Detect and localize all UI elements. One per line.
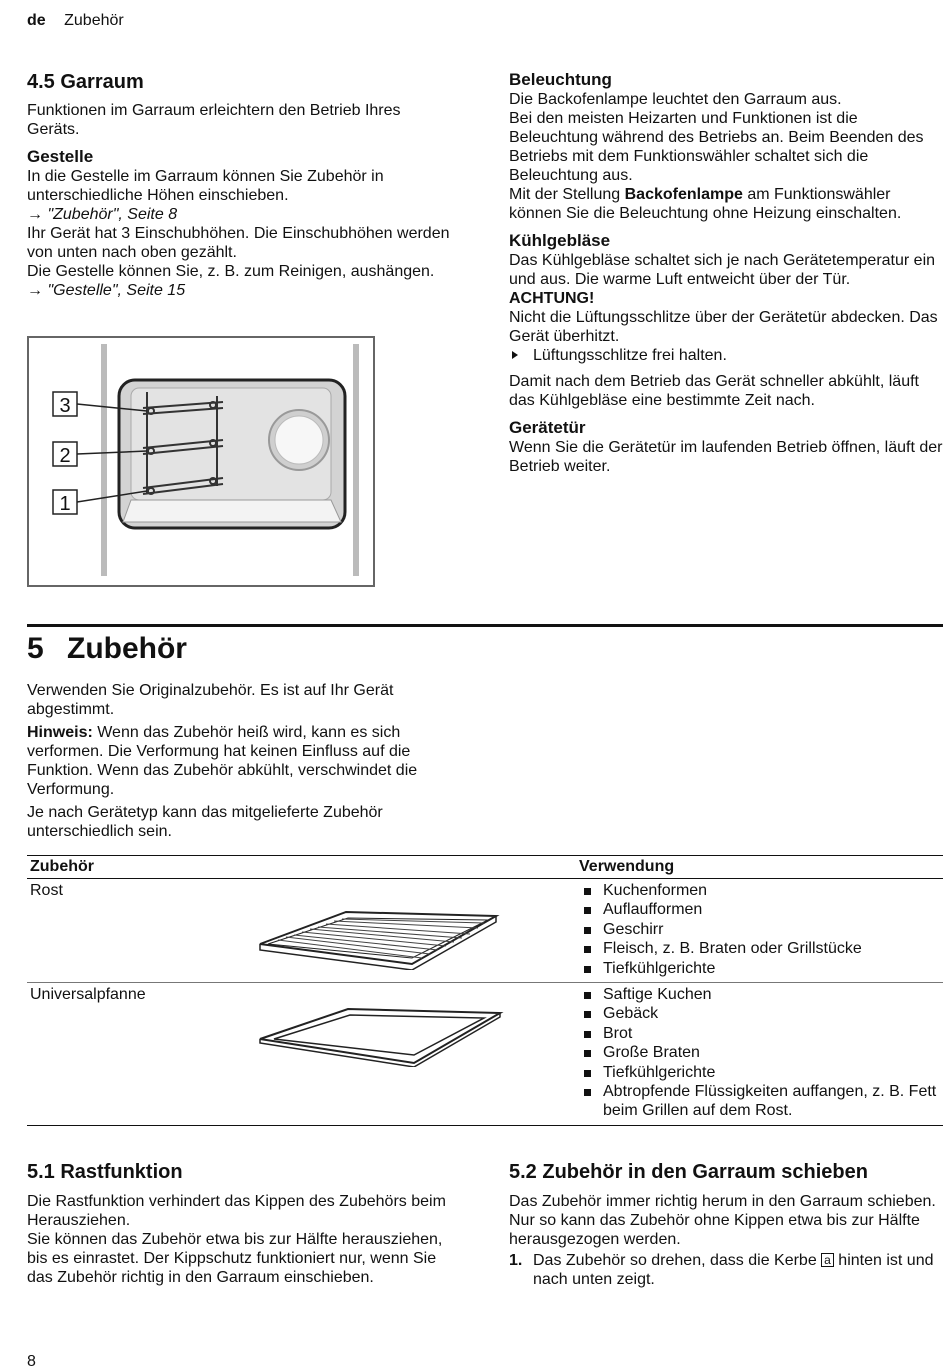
subsection-title: Beleuchtung	[509, 70, 612, 89]
note-text: Wenn das Zubehör heiß wird, kann es sich verformen. Die Verformung hat keinen Einfluss auf die Funktion. Wenn das Zubehör abkühlt, verschwindet die Verformung.	[27, 724, 418, 798]
step-number: 1.	[509, 1252, 523, 1269]
cross-reference[interactable]: → "Zubehör", Seite 8	[27, 206, 178, 223]
paragraph: Ihr Gerät hat 3 Einschubhöhen. Die Einschubhöhen werden von unten nach oben gezählt.	[27, 225, 450, 261]
list-item: Kuchenformen	[579, 881, 940, 900]
baking-tray-illustration	[256, 1003, 504, 1067]
section-rastfunktion	[27, 1160, 459, 1287]
usage-list	[579, 881, 940, 978]
section-title: 5.2 Zubehör in den Garraum schieben	[509, 1161, 868, 1183]
list-item: Große Braten	[579, 1043, 940, 1062]
rack-label-2: 2	[59, 445, 71, 467]
accessory-cell	[27, 879, 576, 983]
header-section: Zubehör	[64, 12, 124, 29]
chapter-rule	[27, 624, 943, 627]
note-label: Hinweis:	[27, 724, 93, 741]
step-text: Das Zubehör so drehen, dass die Kerbe	[533, 1252, 822, 1269]
paragraph: Wenn Sie die Gerätetür im laufenden Betrieb öffnen, läuft der Betrieb weiter.	[509, 439, 943, 475]
right-column	[509, 70, 943, 476]
list-item: Gebäck	[579, 1004, 940, 1023]
grid-rack-illustration	[256, 906, 504, 970]
list-item: Brot	[579, 1024, 940, 1043]
action-text: Lüftungsschlitze frei halten.	[533, 347, 727, 364]
column-header-accessory: Zubehör	[27, 856, 576, 879]
list-item: Tiefkühlgerichte	[579, 1063, 940, 1082]
chapter-number: 5	[27, 632, 44, 665]
section-title: 4.5 Garraum	[27, 71, 144, 93]
list-item: Auflaufformen	[579, 900, 940, 919]
table-row	[27, 879, 943, 983]
accessory-name: Universalpfanne	[30, 986, 146, 1004]
usage-cell	[576, 879, 943, 983]
paragraph: Bei den meisten Heizarten und Funktionen ist die Beleuchtung während des Betriebs an. Beim Beenden des Betriebs mit dem Funktionswähler schaltet sich die Beleuchtung aus.	[509, 110, 924, 184]
section-zubehoer-schieben	[509, 1160, 943, 1289]
page-number: 8	[27, 1353, 36, 1370]
chapter-intro	[27, 681, 459, 841]
oven-rack-figure	[27, 336, 375, 587]
rack-label-1: 1	[59, 493, 71, 515]
paragraph: Die Rastfunktion verhindert das Kippen des Zubehörs beim Herausziehen.	[27, 1193, 446, 1229]
list-item: Abtropfende Flüssigkeiten auffangen, z. B. Fett beim Grillen auf dem Rost.	[579, 1082, 940, 1121]
usage-list	[579, 985, 940, 1121]
paragraph: In die Gestelle im Garraum können Sie Zubehör in unterschiedliche Höhen einschieben.	[27, 168, 384, 204]
page-header	[27, 12, 124, 30]
arrow-icon	[512, 351, 518, 359]
instruction-step	[509, 1251, 943, 1289]
list-item: Geschirr	[579, 920, 940, 939]
accessory-name: Rost	[30, 882, 63, 899]
rack-label-3: 3	[59, 395, 71, 417]
list-item: Saftige Kuchen	[579, 985, 940, 1004]
section-title: 5.1 Rastfunktion	[27, 1161, 183, 1183]
table-row	[27, 983, 943, 1126]
paragraph: Je nach Gerätetyp kann das mitgelieferte Zubehör unterschiedlich sein.	[27, 804, 383, 840]
text-run-bold: Backofenlampe	[624, 186, 743, 203]
list-item: Tiefkühlgerichte	[579, 959, 940, 978]
paragraph: Die Gestelle können Sie, z. B. zum Reinigen, aushängen.	[27, 263, 435, 280]
paragraph: Die Backofenlampe leuchtet den Garraum aus.	[509, 91, 842, 108]
paragraph: Das Zubehör immer richtig herum in den Garraum schieben. Nur so kann das Zubehör ohne Kippen etwa bis zur Hälfte herausgezogen werden.	[509, 1193, 936, 1248]
notch-key-label: a	[821, 1253, 834, 1267]
paragraph: Damit nach dem Betrieb das Gerät schneller abkühlt, läuft das Kühlgebläse eine bestimmte Zeit nach.	[509, 373, 919, 409]
usage-cell	[576, 983, 943, 1126]
section-garraum	[27, 70, 452, 300]
paragraph: Das Kühlgebläse schaltet sich je nach Gerätetemperatur ein und aus. Die warme Luft entweicht über der Tür.	[509, 252, 936, 288]
paragraph: Sie können das Zubehör etwa bis zur Hälfte herausziehen, bis es einrastet. Der Kippschutz funktioniert nur, wenn Sie das Zubehör richtig in den Garraum einschieben.	[27, 1231, 443, 1286]
chapter-title	[27, 631, 187, 667]
column-header-usage: Verwendung	[576, 856, 943, 879]
list-item: Fleisch, z. B. Braten oder Grillstücke	[579, 939, 940, 958]
warning-label: ACHTUNG!	[509, 290, 595, 307]
text-run: Mit der Stellung	[509, 186, 625, 203]
paragraph: Verwenden Sie Originalzubehör. Es ist auf Ihr Gerät abgestimmt.	[27, 682, 394, 718]
accessory-cell	[27, 983, 576, 1126]
paragraph	[509, 185, 943, 223]
warning-text: Nicht die Lüftungsschlitze über der Gerätetür abdecken. Das Gerät überhitzt.	[509, 309, 938, 345]
note	[27, 723, 459, 799]
table-header	[27, 856, 943, 879]
cross-reference[interactable]: → "Gestelle", Seite 15	[27, 282, 186, 299]
subsection-title: Gerätetür	[509, 418, 586, 437]
paragraph: Funktionen im Garraum erleichtern den Betrieb Ihres Geräts.	[27, 102, 401, 138]
text-run: am Funktionswähler können Sie die Beleuchtung ohne Heizung einschalten.	[509, 186, 902, 222]
subsection-title: Kühlgebläse	[509, 231, 611, 250]
language-code: de	[27, 12, 46, 29]
subsection-title: Gestelle	[27, 147, 94, 166]
accessory-table	[27, 855, 943, 1126]
action-item	[509, 346, 943, 365]
chapter-name: Zubehör	[67, 632, 187, 665]
step-text: hinten ist und nach unten zeigt.	[533, 1252, 934, 1288]
